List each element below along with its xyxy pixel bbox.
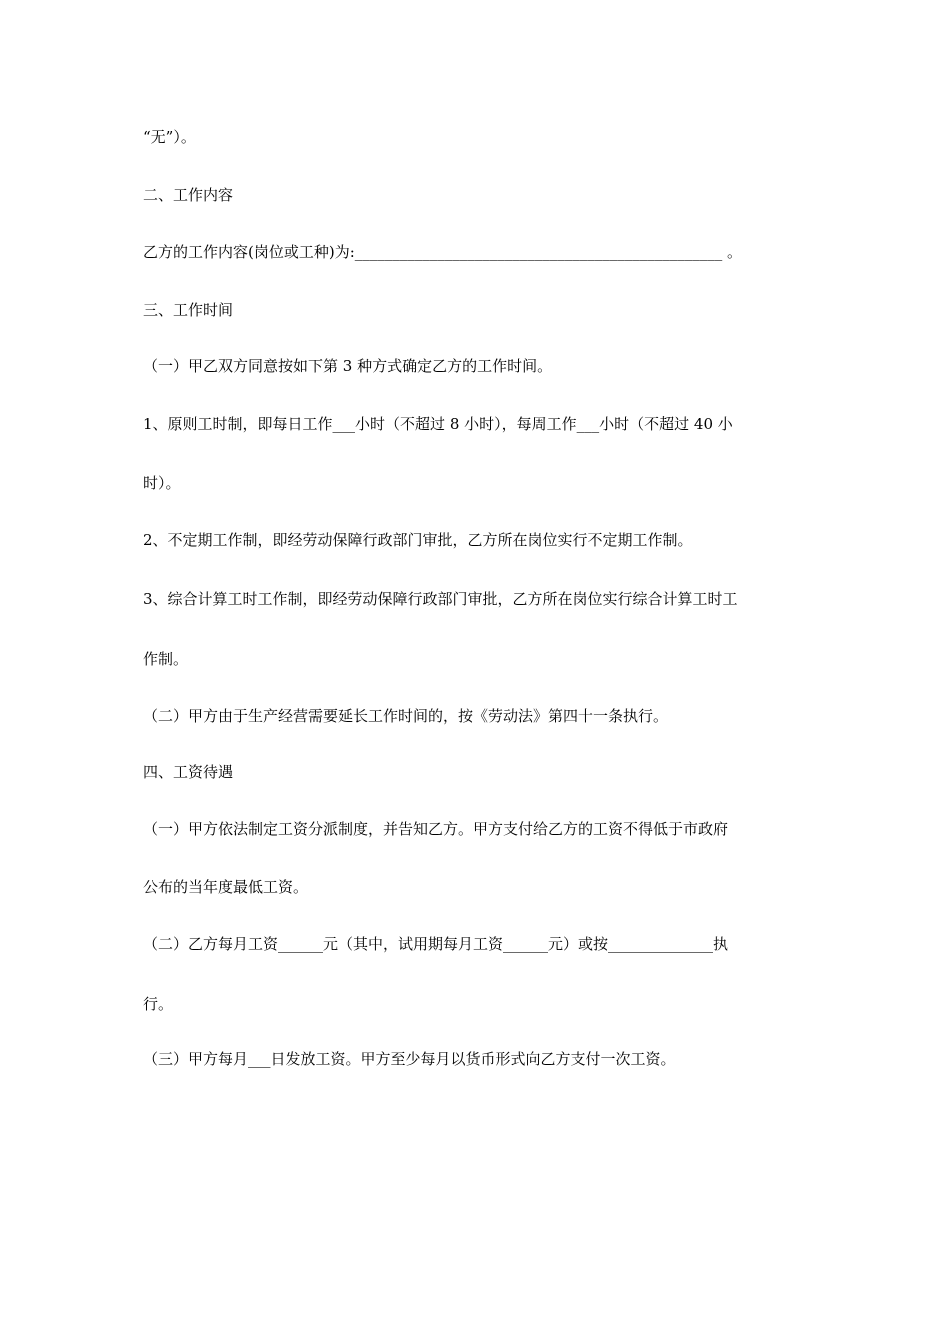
- text-line-job-content: 乙方的工作内容(岗位或工种)为:_________________________________________________ 。: [143, 243, 743, 261]
- paragraph-monthly-wage-cont: 行。: [143, 995, 174, 1013]
- paragraph-standard-hours-cont: 时）。: [143, 474, 181, 492]
- paragraph-flexible-hours: 2、不定期工作制，即经劳动保障行政部门审批，乙方所在岗位实行不定期工作制。: [143, 531, 693, 549]
- paragraph-comprehensive-hours-cont: 作制。: [143, 650, 189, 668]
- paragraph-work-time-method: （一）甲乙双方同意按如下第 3 种方式确定乙方的工作时间。: [143, 357, 553, 375]
- section-heading-work-content: 二、工作内容: [143, 186, 234, 204]
- paragraph-comprehensive-hours: 3、综合计算工时工作制，即经劳动保障行政部门审批，乙方所在岗位实行综合计算工时工: [143, 590, 738, 608]
- paragraph-standard-hours: 1、原则工时制，即每日工作___小时（不超过 8 小时），每周工作___小时（不超过 40 小: [143, 415, 733, 433]
- paragraph-overtime: （二）甲方由于生产经营需要延长工作时间的，按《劳动法》第四十一条执行。: [143, 707, 669, 725]
- section-heading-work-time: 三、工作时间: [143, 301, 234, 319]
- paragraph-wage-system-cont: 公布的当年度最低工资。: [143, 878, 309, 896]
- text-line-continuation-none: “无”）。: [143, 128, 196, 146]
- paragraph-monthly-wage: （二）乙方每月工资______元（其中，试用期每月工资______元）或按______________执: [143, 935, 729, 953]
- section-heading-wages: 四、工资待遇: [143, 763, 234, 781]
- paragraph-pay-day: （三）甲方每月___日发放工资。甲方至少每月以货币形式向乙方支付一次工资。: [143, 1050, 676, 1068]
- paragraph-wage-system: （一）甲方依法制定工资分派制度，并告知乙方。甲方支付给乙方的工资不得低于市政府: [143, 820, 729, 838]
